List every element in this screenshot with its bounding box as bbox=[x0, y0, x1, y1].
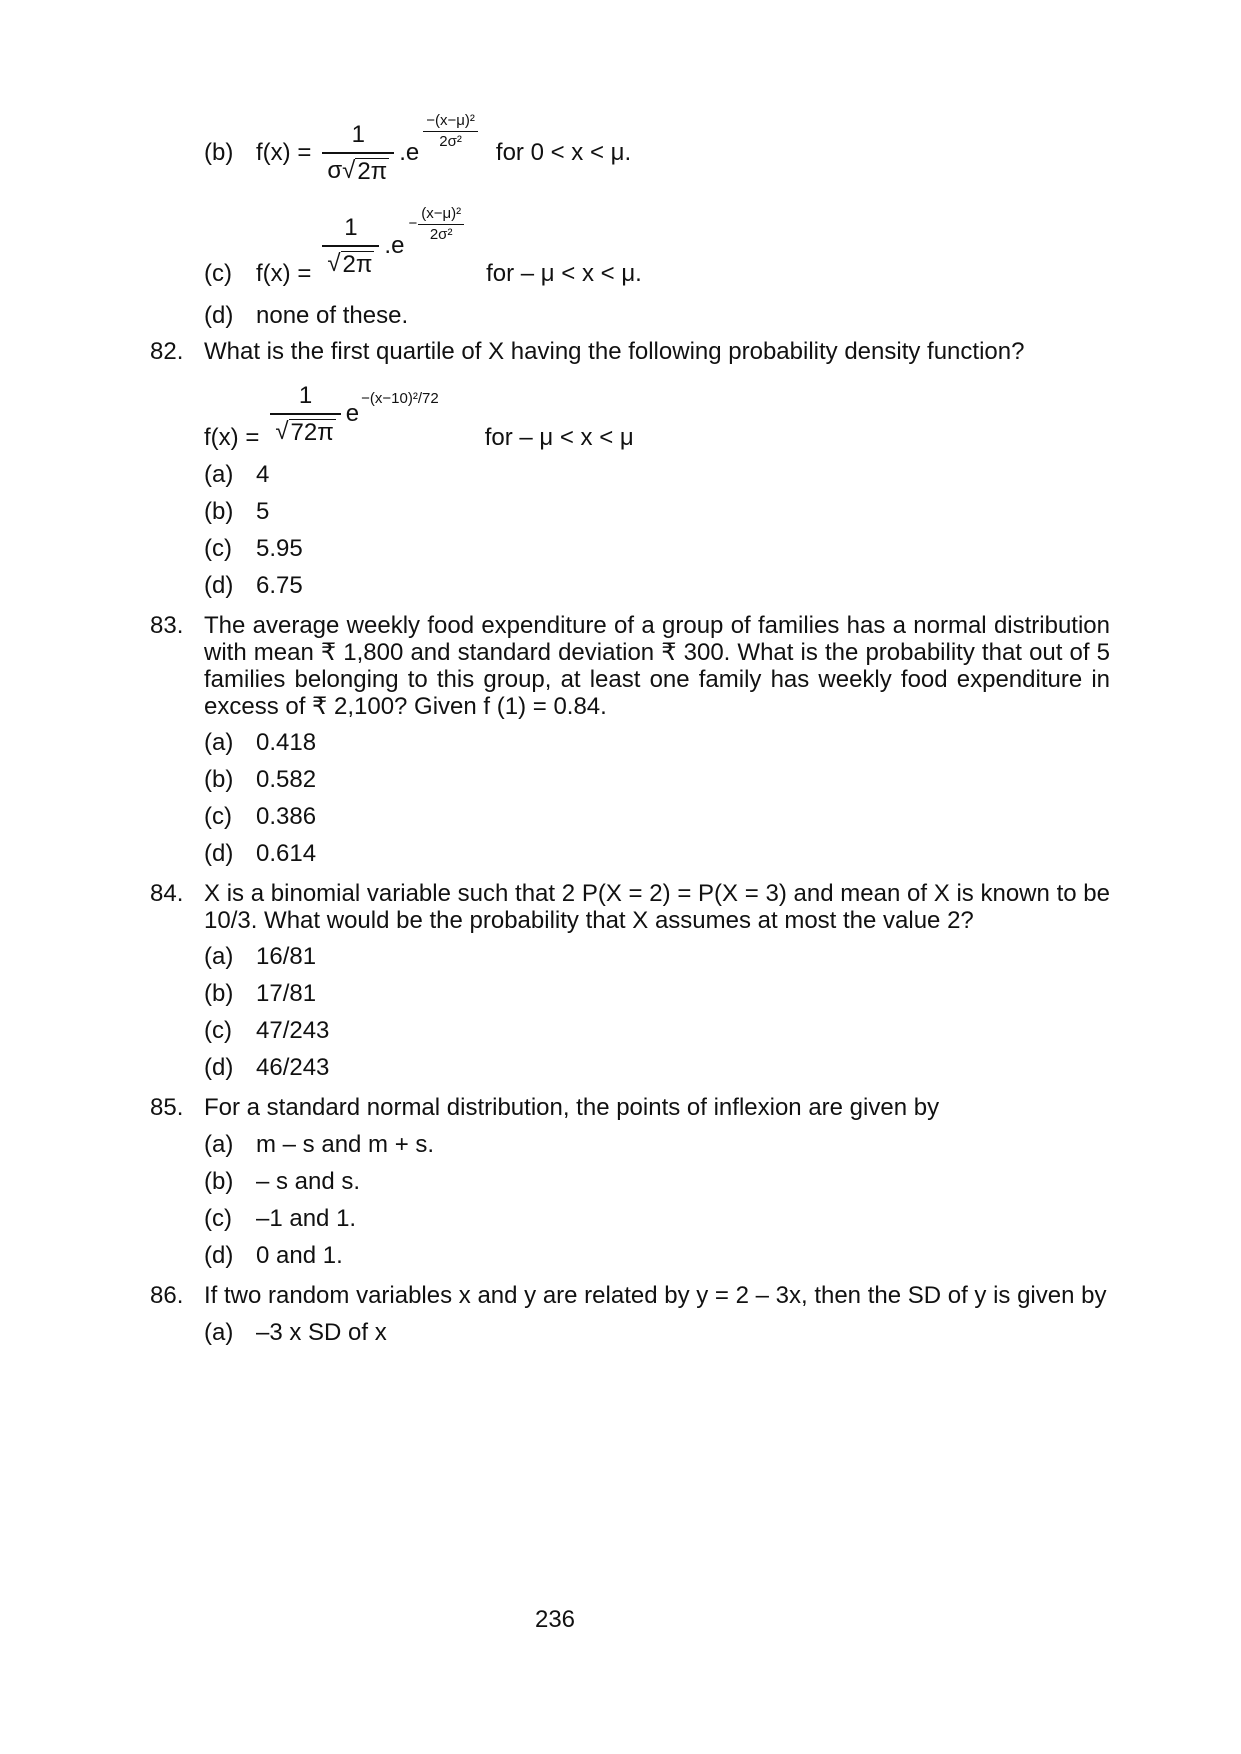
option-text: 4 bbox=[256, 461, 270, 488]
option-b bbox=[150, 498, 1110, 526]
option-text: – s and s. bbox=[256, 1168, 361, 1195]
fraction bbox=[270, 382, 340, 446]
option-c bbox=[150, 803, 1110, 831]
fraction-numerator: 1 bbox=[298, 382, 313, 409]
exponent bbox=[423, 112, 478, 150]
sqrt-symbol: √ bbox=[275, 418, 289, 445]
option-b bbox=[150, 1168, 1110, 1196]
option-a bbox=[150, 943, 1110, 971]
option-label: (b) bbox=[204, 498, 234, 525]
option-text: 46/243 bbox=[256, 1054, 330, 1081]
option-text: 0.582 bbox=[256, 766, 317, 793]
question-number: 83. bbox=[150, 612, 184, 639]
sqrt-symbol: √ bbox=[327, 250, 341, 277]
option-text: none of these. bbox=[256, 302, 409, 329]
question-84 bbox=[150, 880, 1110, 1082]
question-86 bbox=[150, 1282, 1110, 1347]
option-text: 16/81 bbox=[256, 943, 317, 970]
fraction-denominator bbox=[270, 413, 340, 446]
dot-e-term: .e bbox=[384, 232, 405, 259]
question-head bbox=[150, 880, 1110, 934]
options-list bbox=[150, 943, 1110, 1082]
option-label: (b) bbox=[204, 766, 234, 793]
options-list bbox=[150, 1319, 1110, 1347]
formula-lhs: f(x) = bbox=[256, 139, 312, 166]
option-text: 0.386 bbox=[256, 803, 317, 830]
option-text: 0.418 bbox=[256, 729, 317, 756]
option-a bbox=[150, 1131, 1110, 1159]
question-number: 82. bbox=[150, 338, 184, 365]
exponent-fraction bbox=[423, 112, 478, 150]
option-c bbox=[150, 1205, 1110, 1233]
question-number: 84. bbox=[150, 880, 184, 907]
formula-core bbox=[267, 382, 438, 446]
domain-condition: for – μ < x < μ. bbox=[486, 260, 642, 287]
option-b bbox=[150, 766, 1110, 794]
exponent-fraction bbox=[418, 205, 464, 243]
domain-condition: for – μ < x < μ bbox=[484, 424, 634, 451]
options-list bbox=[150, 461, 1110, 600]
options-list bbox=[150, 729, 1110, 868]
prev-question-option-c bbox=[150, 204, 1110, 288]
radicand: 72π bbox=[290, 419, 334, 446]
option-text: –3 x SD of x bbox=[256, 1319, 387, 1346]
option-label: (d) bbox=[204, 302, 234, 329]
option-label: (a) bbox=[204, 461, 234, 488]
question-82-formula bbox=[204, 378, 1110, 452]
sigma-symbol: σ bbox=[327, 157, 343, 184]
radicand: 2π bbox=[357, 158, 388, 185]
option-label: (d) bbox=[204, 1054, 234, 1081]
option-label: (a) bbox=[204, 729, 234, 756]
option-d bbox=[150, 572, 1110, 600]
option-d bbox=[150, 840, 1110, 868]
option-label: (c) bbox=[204, 803, 232, 830]
option-c bbox=[150, 1017, 1110, 1045]
option-text: 5.95 bbox=[256, 535, 303, 562]
question-83 bbox=[150, 612, 1110, 868]
formula-lhs: f(x) = bbox=[256, 260, 312, 287]
question-text: What is the first quartile of X having the following probability density function? bbox=[204, 338, 1025, 365]
exponent-minus: − bbox=[408, 215, 418, 233]
fraction bbox=[322, 214, 379, 278]
formula-core bbox=[319, 205, 464, 278]
question-text: X is a binomial variable such that 2 P(X = 2) = P(X = 3) and mean of X is known to be 10/3. What would be the probability that X assumes at most the value 2? bbox=[204, 880, 1110, 934]
option-a bbox=[150, 461, 1110, 489]
prev-question-option-d bbox=[150, 302, 1110, 330]
radicand: 2π bbox=[342, 251, 373, 278]
question-82 bbox=[150, 338, 1110, 600]
option-a bbox=[150, 729, 1110, 757]
fraction-denominator bbox=[322, 245, 379, 278]
domain-condition: for 0 < x < μ. bbox=[495, 139, 632, 166]
option-text: 0 and 1. bbox=[256, 1242, 343, 1269]
prev-question-option-b bbox=[150, 106, 1110, 200]
fraction bbox=[322, 121, 394, 185]
question-head bbox=[150, 1094, 1110, 1122]
option-label: (b) bbox=[204, 139, 234, 166]
question-head bbox=[150, 1282, 1110, 1310]
formula bbox=[256, 205, 642, 288]
option-text: 0.614 bbox=[256, 840, 317, 867]
question-text: The average weekly food expenditure of a group of families has a normal distribution with mean ₹ 1,800 and standard deviation ₹ 300. What is the probability that out of 5 families belonging to this group, at least one family has weekly food expenditure in excess of ₹ 2,100? Given f (1) = 0.84. bbox=[204, 612, 1110, 720]
option-text: –1 and 1. bbox=[256, 1205, 357, 1232]
option-label: (a) bbox=[204, 1131, 234, 1158]
question-number: 85. bbox=[150, 1094, 184, 1121]
option-label: (d) bbox=[204, 1242, 234, 1269]
option-label: (c) bbox=[204, 1017, 232, 1044]
e-term: e bbox=[345, 400, 360, 427]
question-85 bbox=[150, 1094, 1110, 1270]
exponent-numerator: (x−μ)² bbox=[418, 205, 464, 224]
sqrt-symbol: √ bbox=[342, 157, 356, 184]
fraction-numerator: 1 bbox=[351, 121, 365, 148]
option-label: (d) bbox=[204, 572, 234, 599]
option-text: 6.75 bbox=[256, 572, 303, 599]
question-number: 86. bbox=[150, 1282, 184, 1309]
option-label: (c) bbox=[204, 260, 232, 287]
option-text: 17/81 bbox=[256, 980, 317, 1007]
page-number: 236 bbox=[534, 1606, 576, 1633]
exponent-denominator: 2σ² bbox=[429, 225, 453, 243]
option-label: (b) bbox=[204, 980, 234, 1007]
fraction-denominator bbox=[322, 152, 394, 185]
option-text: 5 bbox=[256, 498, 270, 525]
option-label: (d) bbox=[204, 840, 234, 867]
formula-lhs: f(x) = bbox=[204, 424, 260, 451]
option-d bbox=[150, 1054, 1110, 1082]
option-d bbox=[150, 1242, 1110, 1270]
option-b bbox=[150, 980, 1110, 1008]
option-label: (a) bbox=[204, 943, 234, 970]
option-label: (c) bbox=[204, 535, 232, 562]
exam-page-content bbox=[150, 106, 1110, 1359]
exponent-denominator: 2σ² bbox=[439, 132, 462, 150]
formula bbox=[256, 112, 632, 185]
question-head bbox=[150, 612, 1110, 720]
dot-e-term: .e bbox=[399, 139, 420, 166]
exponent-numerator: −(x−μ)² bbox=[423, 112, 478, 131]
fraction-numerator: 1 bbox=[344, 214, 358, 241]
option-c bbox=[150, 535, 1110, 563]
option-text: m – s and m + s. bbox=[256, 1131, 435, 1158]
option-label: (b) bbox=[204, 1168, 234, 1195]
option-text: 47/243 bbox=[256, 1017, 330, 1044]
question-head bbox=[150, 338, 1110, 366]
option-label: (a) bbox=[204, 1319, 234, 1346]
formula-core bbox=[319, 112, 478, 185]
option-a bbox=[150, 1319, 1110, 1347]
exponent bbox=[408, 205, 464, 243]
options-list bbox=[150, 1131, 1110, 1270]
question-text: For a standard normal distribution, the points of inflexion are given by bbox=[204, 1094, 940, 1121]
exponent: −(x−10)²/72 bbox=[361, 389, 439, 407]
question-text: If two random variables x and y are related by y = 2 – 3x, then the SD of y is given by bbox=[204, 1282, 1107, 1309]
option-label: (c) bbox=[204, 1205, 232, 1232]
